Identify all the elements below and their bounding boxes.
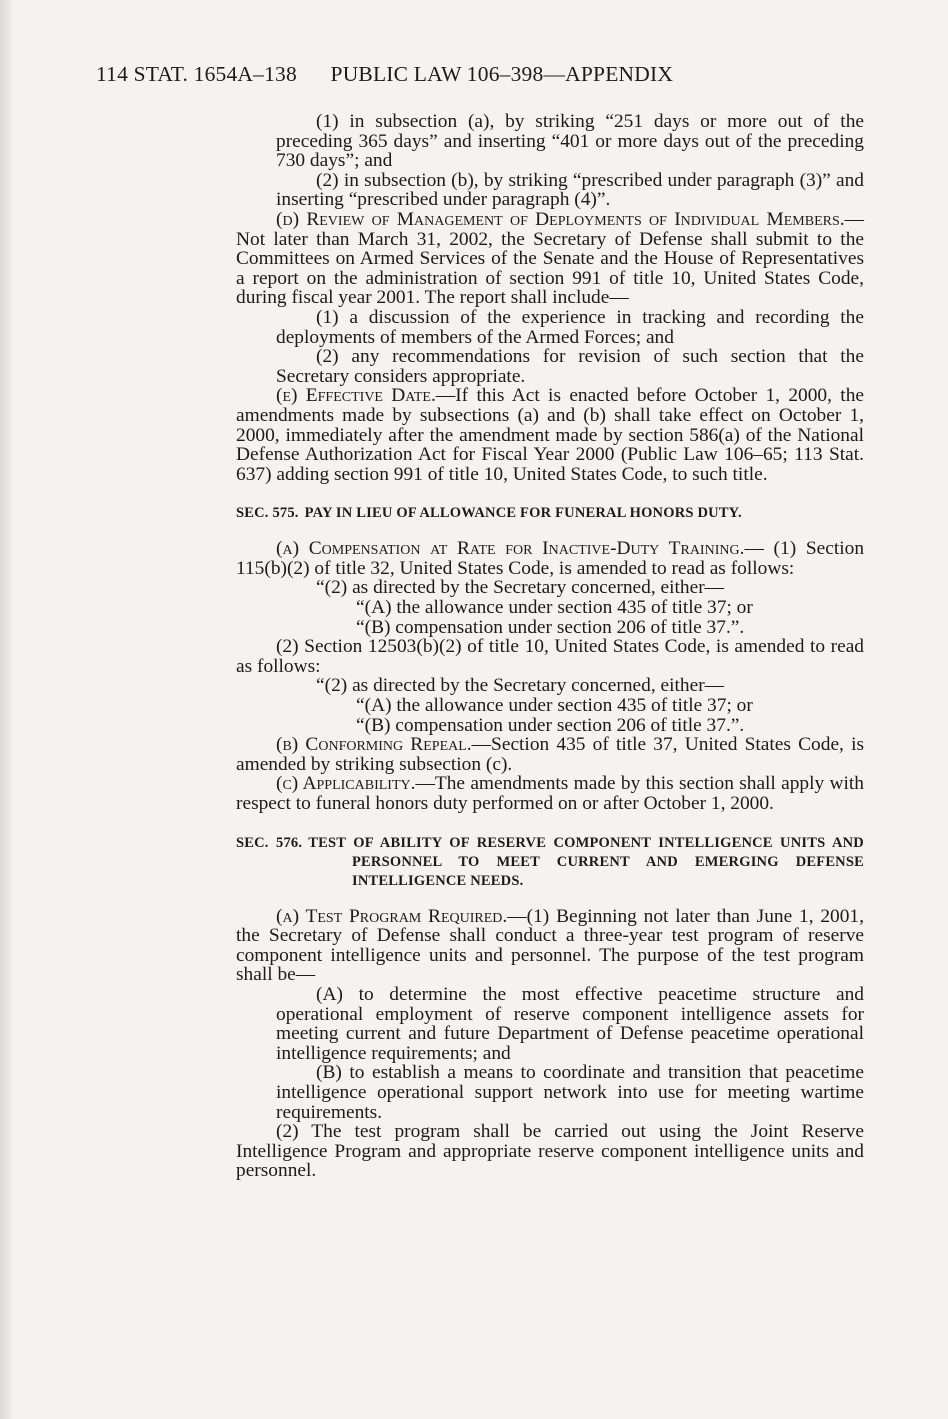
sec576-item-B: (B) to establish a means to coordinate and transition that peacetime intelligence operational support network into use for meeting wartime requirements. bbox=[276, 1062, 864, 1123]
sec576-item-A: (A) to determine the most effective peacetime structure and operational employment of reserve component intelligence assets for meeting current and future Department of Defense peacetime operational intelligence requirements; and bbox=[276, 983, 864, 1064]
paragraph-1: (1) in subsection (a), by striking “251 days or more out of the preceding 365 days” and inserting “401 or more days out of the preceding 730 days”; and bbox=[276, 111, 864, 172]
sec575-quote-2a: “(A) the allowance under section 435 of title 37; or bbox=[356, 695, 753, 717]
subsection-d-text: —Not later than March 31, 2002, the Secretary of Defense shall submit to the Committees on Armed Services of the Senate and the House of Representatives a report on the administration of section 991 of title 10, United States Code, during fiscal year 2001. The report shall include— bbox=[236, 208, 864, 309]
sec575-subsection-b-text: —Section 435 of title 37, United States Code, is amended by striking subsection (c). bbox=[236, 734, 865, 775]
public-law-title: PUBLIC LAW 106–398—APPENDIX bbox=[330, 62, 674, 86]
sec575-quote-2: “(2) as directed by the Secretary concerned, either— bbox=[316, 675, 725, 697]
sec576-subsection-a bbox=[236, 907, 864, 985]
sec575-subsection-a-text: — (1) Section 115(b)(2) of title 32, United States Code, is amended to read as follows: bbox=[236, 538, 865, 579]
subsection-d bbox=[236, 210, 864, 308]
running-header bbox=[96, 62, 888, 87]
subsection-d-item-1: (1) a discussion of the experience in tracking and recording the deployments of members of the Armed Forces; and bbox=[276, 306, 864, 348]
sec575-subsection-c bbox=[236, 774, 864, 813]
sec575-subsection-b bbox=[236, 735, 864, 774]
sec575-subsection-a bbox=[236, 539, 864, 578]
section-576-heading bbox=[236, 834, 864, 891]
subsection-e bbox=[236, 386, 864, 484]
section-576-number: SEC. 576. bbox=[236, 834, 303, 851]
subsection-d-item-2: (2) any recommendations for revision of such section that the Secretary considers appropriate. bbox=[276, 346, 864, 387]
section-575-title: PAY IN LIEU OF ALLOWANCE FOR FUNERAL HONORS DUTY. bbox=[304, 505, 742, 522]
paragraph-2: (2) in subsection (b), by striking “prescribed under paragraph (3)” and inserting “prescribed under paragraph (4)”. bbox=[276, 169, 864, 211]
section-576-title: TEST OF ABILITY OF RESERVE COMPONENT INTELLIGENCE UNITS AND PERSONNEL TO MEET CURRENT AND EMERGING DEFENSE INTELLIGENCE NEEDS. bbox=[308, 834, 864, 889]
sec575-subsection-a-heading: (a) Compensation at Rate for Inactive-Duty Training. bbox=[276, 538, 745, 560]
page-edge-shadow bbox=[0, 0, 14, 1419]
statute-page-number: 114 STAT. 1654A–138 bbox=[96, 62, 297, 86]
sec575-quote-1: “(2) as directed by the Secretary concerned, either— bbox=[316, 577, 725, 599]
section-575-heading bbox=[236, 504, 864, 523]
body-column bbox=[236, 112, 864, 1181]
sec576-subsection-a-heading: (a) Test Program Required. bbox=[276, 905, 508, 927]
sec575-subsection-c-text: —The amendments made by this section shall apply with respect to funeral honors duty performed on or after October 1, 2000. bbox=[236, 773, 864, 814]
sec576-paragraph-2: (2) The test program shall be carried out using the Joint Reserve Intelligence Program and appropriate reserve component intelligence units and personnel. bbox=[236, 1121, 864, 1182]
sec575-subsection-c-heading: (c) Applicability. bbox=[276, 773, 416, 795]
sec575-quote-1b: “(B) compensation under section 206 of title 37.”. bbox=[356, 616, 745, 638]
subsection-d-heading: (d) Review of Management of Deployments of Individual Members. bbox=[276, 208, 845, 230]
subsection-e-heading: (e) Effective Date. bbox=[276, 385, 436, 407]
sec576-subsection-a-text: —(1) Beginning not later than June 1, 2001, the Secretary of Defense shall conduct a three-year test program of reserve component intelligence units and personnel. The purpose of the test program shall be— bbox=[236, 905, 864, 986]
section-575-number: SEC. 575. bbox=[236, 505, 299, 522]
sec575-subsection-b-heading: (b) Conforming Repeal. bbox=[276, 734, 472, 756]
sec575-quote-1a: “(A) the allowance under section 435 of title 37; or bbox=[356, 597, 753, 619]
sec575-paragraph-2: (2) Section 12503(b)(2) of title 10, United States Code, is amended to read as follows: bbox=[236, 636, 864, 677]
subsection-e-text: —If this Act is enacted before October 1, 2000, the amendments made by subsections (a) and (b) shall take effect on October 1, 2000, immediately after the amendment made by section 586(a) of the National Defense Authorization Act for Fiscal Year 2000 (Public Law 106–65; 113 Stat. 637) adding section 991 of title 10, United States Code, to such title. bbox=[236, 385, 864, 485]
sec575-quote-2b: “(B) compensation under section 206 of title 37.”. bbox=[356, 714, 745, 736]
